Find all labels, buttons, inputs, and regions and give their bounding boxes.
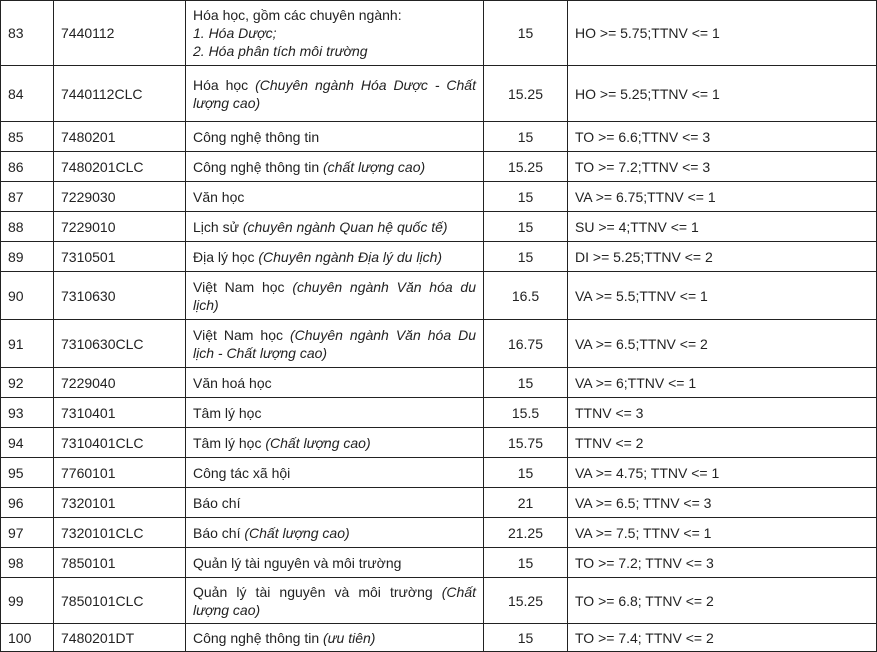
cutoff-score: 15.25 bbox=[484, 66, 568, 122]
program-name-main: Công nghệ thông tin bbox=[193, 158, 323, 175]
program-code: 7310401CLC bbox=[54, 428, 186, 458]
cutoff-score: 15 bbox=[484, 212, 568, 242]
program-code: 7440112 bbox=[54, 1, 186, 66]
admission-condition: VA >= 5.5;TTNV <= 1 bbox=[568, 272, 877, 320]
table-row bbox=[1, 458, 877, 488]
admission-condition: VA >= 4.75; TTNV <= 1 bbox=[568, 458, 877, 488]
program-name-main: Hóa học, gồm các chuyên ngành: bbox=[193, 7, 402, 23]
cutoff-score: 15 bbox=[484, 458, 568, 488]
program-code: 7310630 bbox=[54, 272, 186, 320]
table-row bbox=[1, 1, 877, 66]
program-code: 7480201 bbox=[54, 122, 186, 152]
program-name-note: (Chuyên ngành Địa lý du lịch) bbox=[258, 248, 443, 265]
table-row bbox=[1, 368, 877, 398]
program-name bbox=[186, 242, 484, 272]
cutoff-score: 15 bbox=[484, 368, 568, 398]
row-number: 88 bbox=[1, 212, 54, 242]
table-row bbox=[1, 122, 877, 152]
program-code: 7229010 bbox=[54, 212, 186, 242]
program-name-line: 1. Hóa Dược; bbox=[193, 25, 277, 41]
table-row bbox=[1, 320, 877, 368]
program-name-note: (chuyên ngành Quan hệ quốc tế) bbox=[242, 218, 448, 235]
program-name-note: (Chất lượng cao) bbox=[265, 434, 371, 451]
cutoff-score: 15 bbox=[484, 624, 568, 652]
program-name-line: 2. Hóa phân tích môi trường bbox=[193, 43, 368, 59]
row-number: 93 bbox=[1, 398, 54, 428]
cutoff-score: 15.75 bbox=[484, 428, 568, 458]
table-row bbox=[1, 66, 877, 122]
cutoff-score: 15 bbox=[484, 242, 568, 272]
table-row bbox=[1, 272, 877, 320]
admission-condition: VA >= 7.5; TTNV <= 1 bbox=[568, 518, 877, 548]
table-body bbox=[1, 1, 877, 652]
admission-condition: TTNV <= 2 bbox=[568, 428, 877, 458]
program-name bbox=[186, 398, 484, 428]
program-name-note: (Chất lượng cao) bbox=[193, 583, 476, 618]
program-name-main: Công tác xã hội bbox=[193, 464, 291, 481]
admission-condition: TTNV <= 3 bbox=[568, 398, 877, 428]
table-row bbox=[1, 212, 877, 242]
table-row bbox=[1, 624, 877, 652]
program-code: 7480201CLC bbox=[54, 152, 186, 182]
program-name-main: Hóa học bbox=[193, 76, 256, 93]
program-name-main: Quản lý tài nguyên và môi trường bbox=[193, 583, 442, 600]
program-name-main: Địa lý học bbox=[193, 248, 259, 265]
admission-condition: VA >= 6.5;TTNV <= 2 bbox=[568, 320, 877, 368]
program-name-main: Công nghệ thông tin bbox=[193, 629, 323, 646]
table-row bbox=[1, 152, 877, 182]
row-number: 100 bbox=[1, 624, 54, 652]
row-number: 85 bbox=[1, 122, 54, 152]
table-row bbox=[1, 398, 877, 428]
program-name bbox=[186, 578, 484, 624]
program-name bbox=[186, 272, 484, 320]
row-number: 95 bbox=[1, 458, 54, 488]
program-name-main: Công nghệ thông tin bbox=[193, 128, 320, 145]
program-name bbox=[186, 428, 484, 458]
program-name bbox=[186, 320, 484, 368]
program-name-main: Văn hoá học bbox=[193, 374, 272, 391]
row-number: 86 bbox=[1, 152, 54, 182]
program-code: 7320101CLC bbox=[54, 518, 186, 548]
program-name bbox=[186, 152, 484, 182]
program-name bbox=[186, 182, 484, 212]
cutoff-score: 16.75 bbox=[484, 320, 568, 368]
table-row bbox=[1, 488, 877, 518]
program-name bbox=[186, 518, 484, 548]
row-number: 84 bbox=[1, 66, 54, 122]
program-name-main: Việt Nam học bbox=[193, 326, 290, 343]
admission-condition: HO >= 5.25;TTNV <= 1 bbox=[568, 66, 877, 122]
program-name bbox=[186, 548, 484, 578]
row-number: 87 bbox=[1, 182, 54, 212]
admission-condition: SU >= 4;TTNV <= 1 bbox=[568, 212, 877, 242]
program-name-note: (chuyên ngành Văn hóa du lịch) bbox=[193, 278, 477, 313]
program-code: 7229040 bbox=[54, 368, 186, 398]
cutoff-score: 21 bbox=[484, 488, 568, 518]
program-code: 7320101 bbox=[54, 488, 186, 518]
admission-condition: TO >= 6.8; TTNV <= 2 bbox=[568, 578, 877, 624]
program-name bbox=[186, 122, 484, 152]
cutoff-score: 15.5 bbox=[484, 398, 568, 428]
row-number: 94 bbox=[1, 428, 54, 458]
program-code: 7310401 bbox=[54, 398, 186, 428]
admission-condition: TO >= 6.6;TTNV <= 3 bbox=[568, 122, 877, 152]
admission-condition: HO >= 5.75;TTNV <= 1 bbox=[568, 1, 877, 66]
program-name bbox=[186, 624, 484, 652]
program-name-main: Tâm lý học bbox=[193, 404, 262, 421]
admission-condition: TO >= 7.4; TTNV <= 2 bbox=[568, 624, 877, 652]
program-code: 7480201DT bbox=[54, 624, 186, 652]
program-name bbox=[186, 488, 484, 518]
program-name-main: Văn học bbox=[193, 188, 245, 205]
cutoff-score: 15 bbox=[484, 182, 568, 212]
program-name bbox=[186, 66, 484, 122]
program-name bbox=[186, 212, 484, 242]
program-code: 7440112CLC bbox=[54, 66, 186, 122]
cutoff-score: 16.5 bbox=[484, 272, 568, 320]
row-number: 96 bbox=[1, 488, 54, 518]
program-code: 7850101 bbox=[54, 548, 186, 578]
admission-condition: TO >= 7.2;TTNV <= 3 bbox=[568, 152, 877, 182]
table-row bbox=[1, 242, 877, 272]
table-row bbox=[1, 428, 877, 458]
row-number: 89 bbox=[1, 242, 54, 272]
program-name-main: Việt Nam học bbox=[193, 278, 293, 295]
program-code: 7229030 bbox=[54, 182, 186, 212]
table-row bbox=[1, 518, 877, 548]
program-name-note: (ưu tiên) bbox=[323, 629, 376, 646]
program-name-note: (Chuyên ngành Hóa Dược - Chất lượng cao) bbox=[193, 76, 476, 111]
program-code: 7310501 bbox=[54, 242, 186, 272]
admission-condition: DI >= 5.25;TTNV <= 2 bbox=[568, 242, 877, 272]
row-number: 91 bbox=[1, 320, 54, 368]
program-name bbox=[186, 458, 484, 488]
program-name-main: Tâm lý học bbox=[193, 434, 266, 451]
row-number: 90 bbox=[1, 272, 54, 320]
admission-condition: VA >= 6.75;TTNV <= 1 bbox=[568, 182, 877, 212]
cutoff-score: 15.25 bbox=[484, 578, 568, 624]
row-number: 83 bbox=[1, 1, 54, 66]
program-name-main: Quản lý tài nguyên và môi trường bbox=[193, 554, 402, 571]
table-row bbox=[1, 182, 877, 212]
program-name-note: (Chất lượng cao) bbox=[244, 524, 350, 541]
program-code: 7850101CLC bbox=[54, 578, 186, 624]
row-number: 92 bbox=[1, 368, 54, 398]
cutoff-score: 15 bbox=[484, 122, 568, 152]
admission-condition: VA >= 6;TTNV <= 1 bbox=[568, 368, 877, 398]
program-code: 7760101 bbox=[54, 458, 186, 488]
admission-condition: TO >= 7.2; TTNV <= 3 bbox=[568, 548, 877, 578]
program-name bbox=[186, 1, 484, 66]
table-row bbox=[1, 548, 877, 578]
program-name-main: Báo chí bbox=[193, 524, 245, 541]
program-code: 7310630CLC bbox=[54, 320, 186, 368]
cutoff-score: 15 bbox=[484, 548, 568, 578]
program-name-main: Lịch sử bbox=[193, 218, 243, 235]
cutoff-score: 15.25 bbox=[484, 152, 568, 182]
admission-condition: VA >= 6.5; TTNV <= 3 bbox=[568, 488, 877, 518]
program-name-note: (Chuyên ngành Văn hóa Du lịch - Chất lượng cao) bbox=[193, 326, 476, 361]
cutoff-score: 21.25 bbox=[484, 518, 568, 548]
program-name-main: Báo chí bbox=[193, 494, 241, 511]
cutoff-score: 15 bbox=[484, 1, 568, 66]
row-number: 99 bbox=[1, 578, 54, 624]
table-row bbox=[1, 578, 877, 624]
program-name bbox=[186, 368, 484, 398]
row-number: 98 bbox=[1, 548, 54, 578]
program-name-note: (chất lượng cao) bbox=[323, 158, 426, 175]
row-number: 97 bbox=[1, 518, 54, 548]
